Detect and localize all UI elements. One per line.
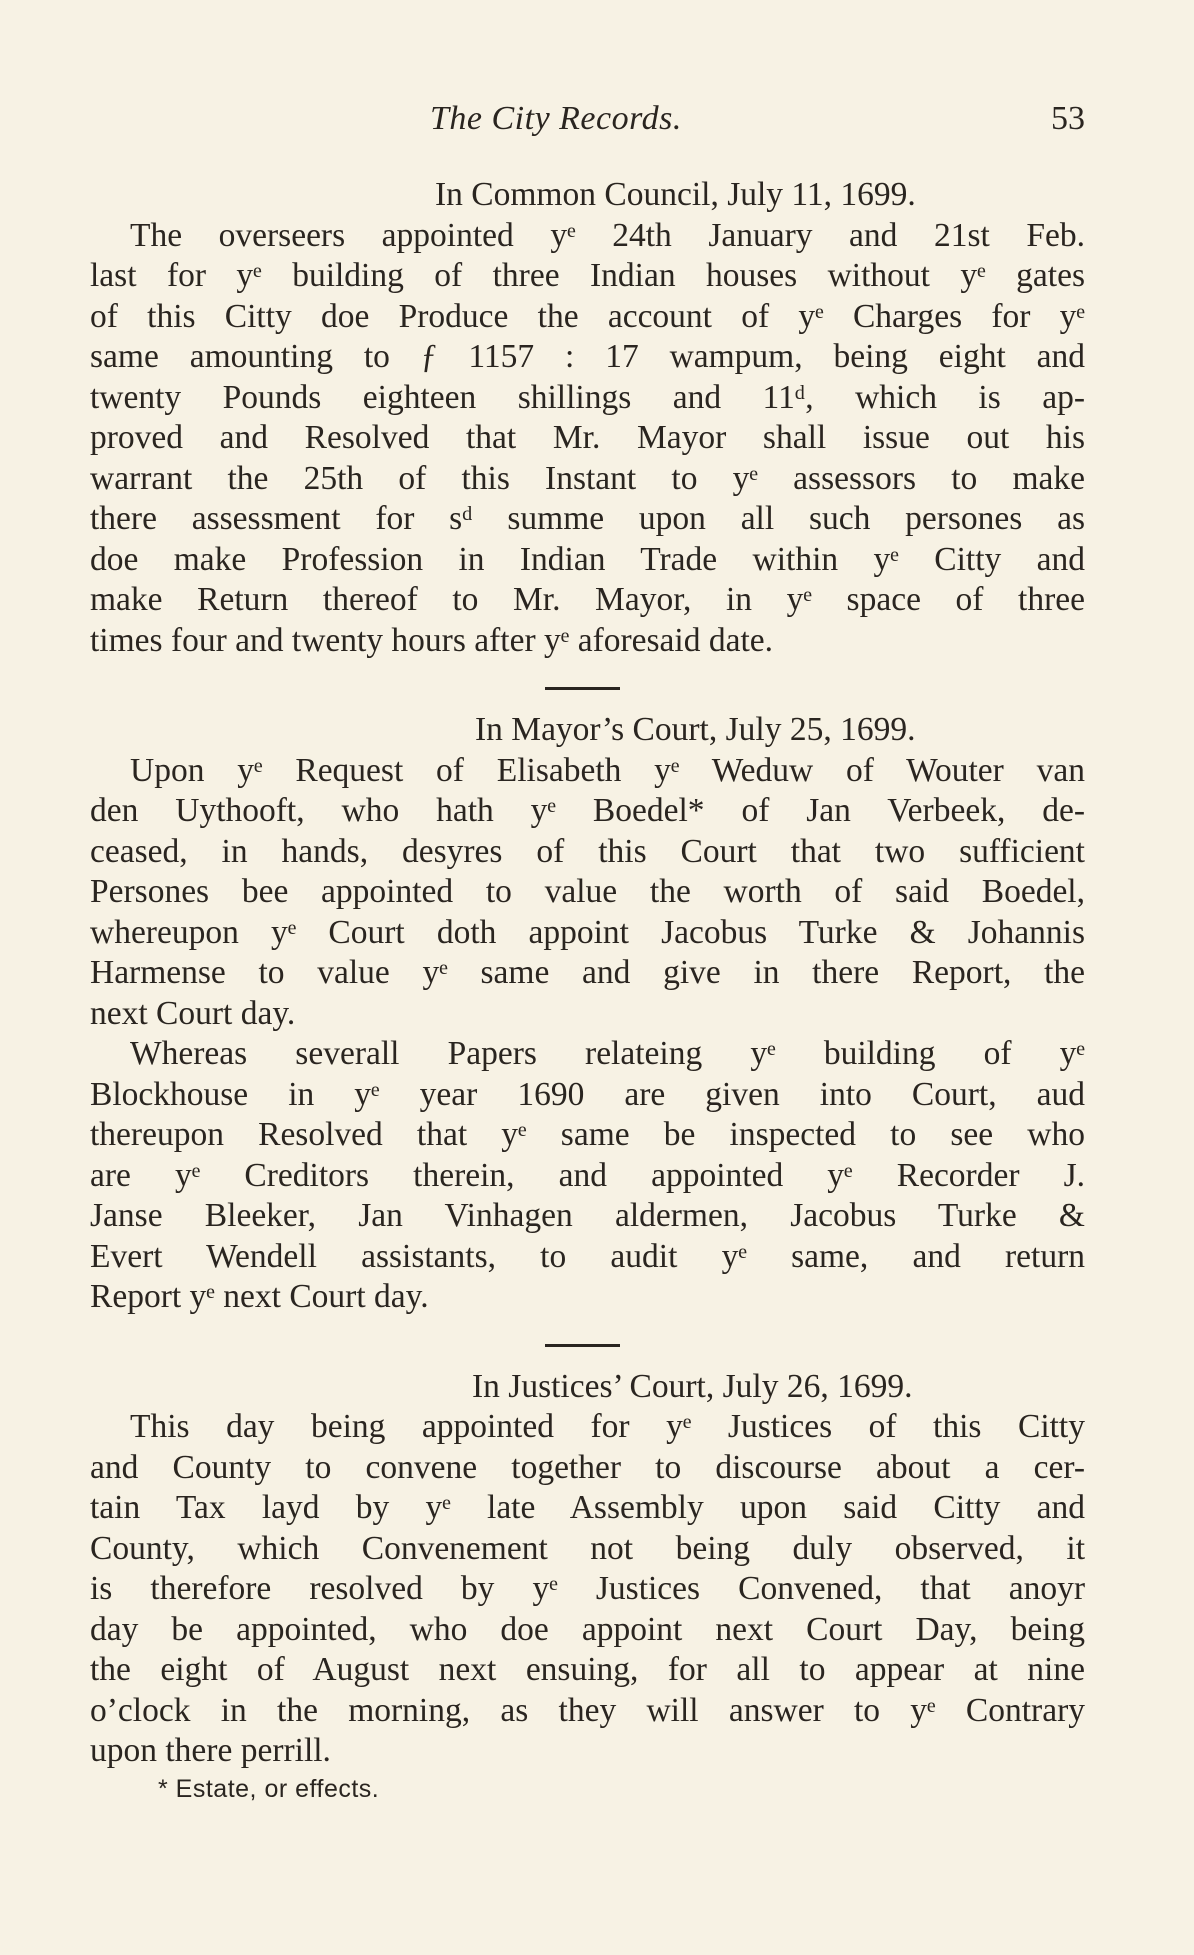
- text-line: Evert Wendell assistants, to audit yᵉ same, and return: [90, 1237, 1085, 1275]
- text-line: are yᵉ Creditors therein, and appointed yᵉ Recorder J.: [90, 1156, 1085, 1194]
- paragraph: [90, 1034, 1085, 1318]
- text-line: last for yᵉ building of three Indian houses without yᵉ gates: [90, 257, 1085, 294]
- entry-heading: In Justices’ Court, July 26, 1699.: [472, 1367, 913, 1405]
- text-line: den Uythooft, who hath yᵉ Boedel* of Jan Verbeek, de-: [90, 792, 1085, 829]
- paragraph: [90, 1407, 1085, 1772]
- text-line: This day being appointed for yᵉ Justices of this Citty: [130, 1408, 1085, 1445]
- text-line: Janse Bleeker, Jan Vinhagen aldermen, Jacobus Turke &: [90, 1197, 1085, 1234]
- footnote: * Estate, or effects.: [158, 1774, 380, 1803]
- paragraph: [90, 216, 1085, 662]
- text-line: o’clock in the morning, as they will answer to yᵉ Contrary: [90, 1691, 1085, 1729]
- section-divider: [545, 687, 620, 690]
- text-line: thereupon Resolved that yᵉ same be inspected to see who: [90, 1116, 1085, 1153]
- text-line: there assessment for sᵈ summe upon all such persones as: [90, 500, 1085, 537]
- text-line: Persones bee appointed to value the worth of said Boedel,: [90, 873, 1085, 910]
- text-line: Report yᵉ next Court day.: [90, 1278, 429, 1315]
- text-line: Harmense to value yᵉ same and give in there Report, the: [90, 954, 1085, 991]
- running-title: The City Records.: [430, 100, 682, 137]
- body-text: [90, 175, 1085, 1804]
- entry-heading: In Mayor’s Court, July 25, 1699.: [475, 711, 916, 748]
- entry-heading: In Common Council, July 11, 1699.: [435, 176, 916, 213]
- page-number: 53: [1051, 100, 1085, 137]
- paragraph: [90, 751, 1085, 1035]
- text-line: day be appointed, who doe appoint next Court Day, being: [90, 1610, 1085, 1648]
- text-line: ceased, in hands, desyres of this Court that two sufficient: [90, 832, 1085, 870]
- text-line: is therefore resolved by yᵉ Justices Convened, that anoyr: [90, 1570, 1085, 1607]
- text-line: proved and Resolved that Mr. Mayor shall issue out his: [90, 419, 1085, 456]
- text-line: the eight of August next ensuing, for all to appear at nine: [90, 1651, 1085, 1688]
- text-line: same amounting to ƒ 1157 : 17 wampum, being eight and: [90, 338, 1085, 375]
- text-line: and County to convene together to discourse about a cer-: [90, 1448, 1085, 1486]
- section-divider: [545, 1344, 620, 1347]
- text-line: times four and twenty hours after yᵉ aforesaid date.: [90, 621, 774, 659]
- text-line: The overseers appointed yᵉ 24th January and 21st Feb.: [130, 216, 1085, 254]
- text-line: next Court day.: [90, 994, 296, 1032]
- text-line: County, which Convenement not being duly observed, it: [90, 1529, 1085, 1567]
- text-line: warrant the 25th of this Instant to yᵉ assessors to make: [90, 459, 1085, 497]
- text-line: whereupon yᵉ Court doth appoint Jacobus Turke & Johannis: [90, 913, 1085, 951]
- text-line: Upon yᵉ Request of Elisabeth yᵉ Weduw of Wouter van: [130, 751, 1085, 789]
- text-line: Blockhouse in yᵉ year 1690 are given into Court, aud: [90, 1075, 1085, 1113]
- text-line: doe make Profession in Indian Trade within yᵉ Citty and: [90, 540, 1085, 578]
- page-header: [90, 100, 1085, 140]
- text-line: of this Citty doe Produce the account of yᵉ Charges for yᵉ: [90, 297, 1085, 335]
- text-line: Whereas severall Papers relateing yᵉ building of yᵉ: [130, 1035, 1085, 1072]
- text-line: twenty Pounds eighteen shillings and 11ᵈ, which is ap-: [90, 378, 1085, 416]
- text-line: tain Tax layd by yᵉ late Assembly upon said Citty and: [90, 1489, 1085, 1526]
- text-line: make Return thereof to Mr. Mayor, in yᵉ space of three: [90, 581, 1085, 618]
- text-line: upon there perrill.: [90, 1732, 331, 1769]
